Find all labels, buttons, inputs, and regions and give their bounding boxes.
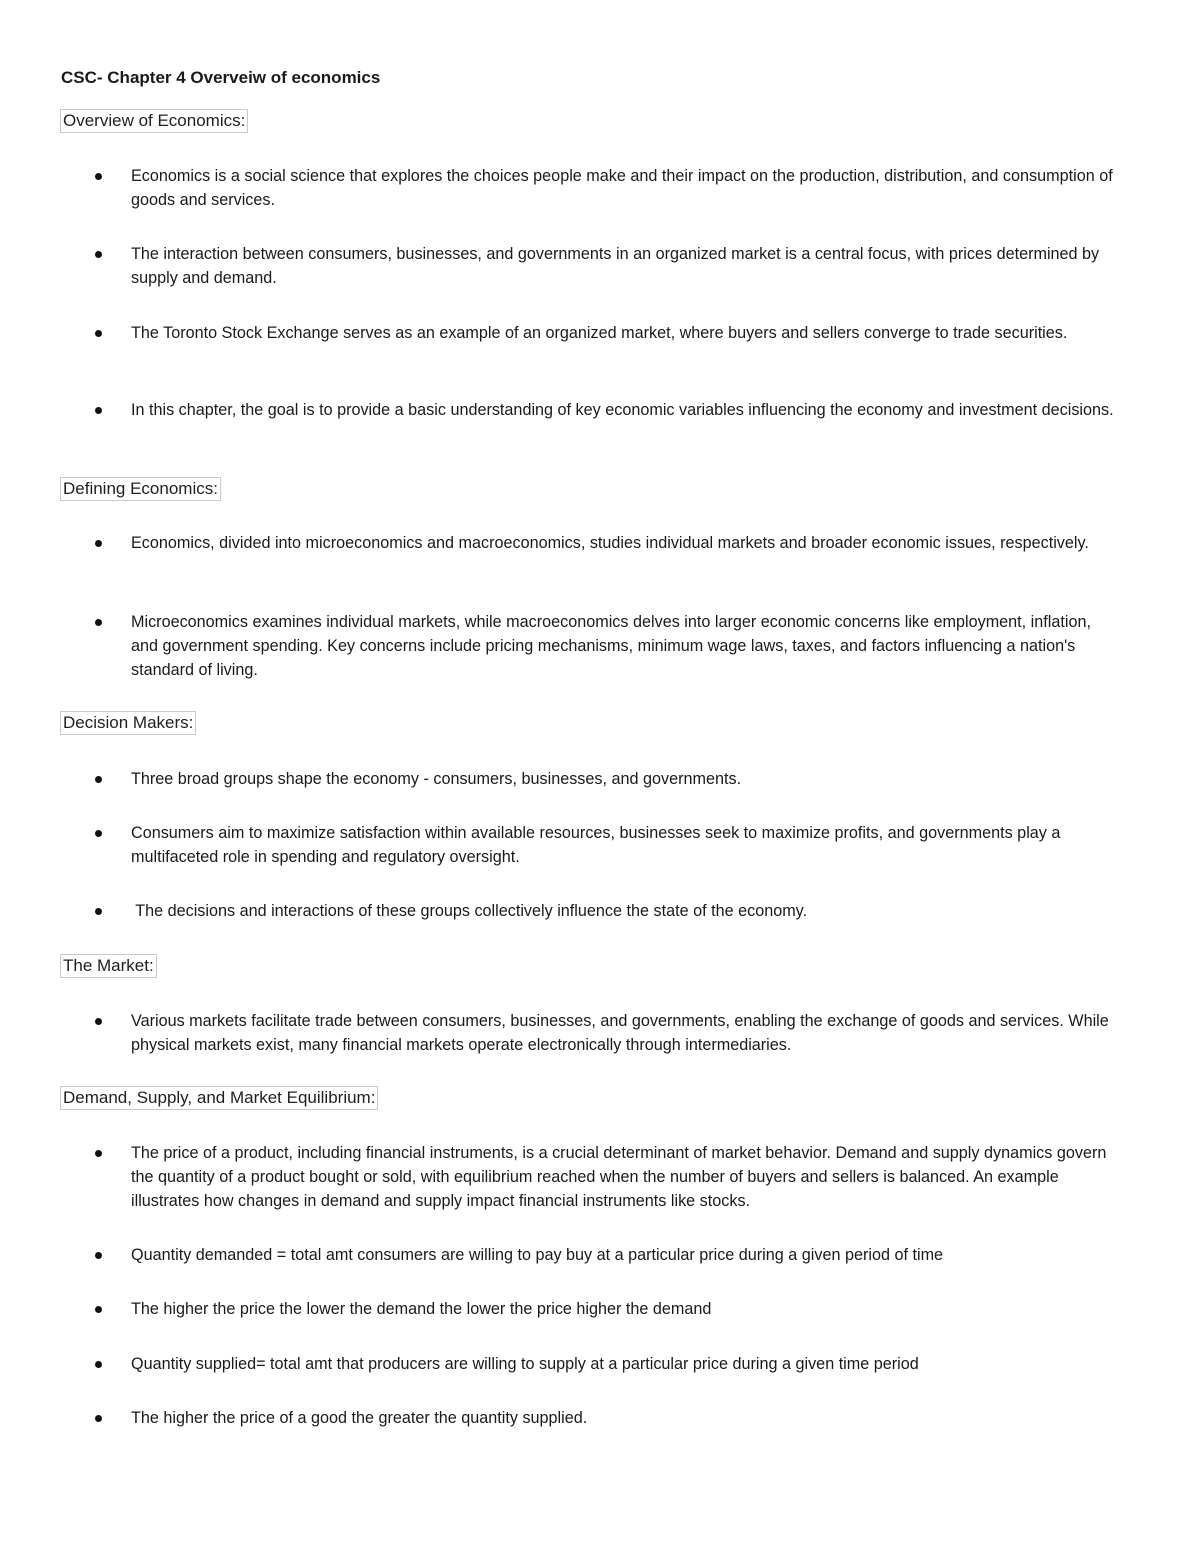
list-item-text: The higher the price of a good the greater the quantity supplied. [131,1409,588,1427]
list-item-text: Various markets facilitate trade between consumers, businesses, and governments, enabling the exchange of goods and services. While physical markets exist, many financial markets operate electronically through intermediaries. [131,1012,1109,1054]
list-item-text: The price of a product, including financial instruments, is a crucial determinant of market behavior. Demand and supply dynamics govern the quantity of a product bought or sold, with equilibrium reached when the number of buyers and sellers is balanced. An example illustrates how changes in demand and supply impact financial instruments like stocks. [131,1144,1107,1210]
list-item-text: Consumers aim to maximize satisfaction within available resources, businesses seek to maximize profits, and governments play a multifaceted role in spending and regulatory oversight. [131,824,1061,866]
list-item-text: The Toronto Stock Exchange serves as an example of an organized market, where buyers and sellers converge to trade securities. [131,324,1068,342]
section-heading-demand-supply: Demand, Supply, and Market Equilibrium: [60,1086,378,1110]
list-item-text: The decisions and interactions of these groups collectively influence the state of the economy. [131,902,808,920]
section-heading-market: The Market: [60,954,157,978]
bullet-icon [95,1150,102,1157]
section-heading-defining: Defining Economics: [60,477,221,501]
list-item-text: Microeconomics examines individual markets, while macroeconomics delves into larger economic concerns like employment, inflation, and government spending. Key concerns include pricing mechanisms, minimum wage laws, taxes, and factors influencing a nation's standard of living. [131,613,1091,679]
bullet-icon [95,830,102,837]
list-item-text: Three broad groups shape the economy - consumers, businesses, and governments. [131,770,742,788]
list-item-text: Economics is a social science that explores the choices people make and their impact on the production, distribution, and consumption of goods and services. [131,167,1113,209]
bullet-icon [95,173,102,180]
bullet-icon [95,908,102,915]
bullet-icon [95,407,102,414]
list-item-text: Quantity supplied= total amt that producers are willing to supply at a particular price during a given time period [131,1355,919,1373]
bullet-icon [95,1018,102,1025]
section-heading-overview: Overview of Economics: [60,109,248,133]
list-item-text: Quantity demanded = total amt consumers are willing to pay buy at a particular price during a given period of time [131,1246,944,1264]
bullet-icon [95,1361,102,1368]
list-item-text: The interaction between consumers, businesses, and governments in an organized market is a central focus, with prices determined by supply and demand. [131,245,1100,287]
document-title: CSC- Chapter 4 Overveiw of economics [61,68,381,87]
list-item-text: In this chapter, the goal is to provide a basic understanding of key economic variables influencing the economy and investment decisions. [131,401,1114,419]
bullet-icon [95,1306,102,1313]
bullet-icon [95,1252,102,1259]
section-heading-decision-makers: Decision Makers: [60,711,196,735]
bullet-icon [95,619,102,626]
bullet-icon [95,776,102,783]
bullet-icon [95,1415,102,1422]
bullet-icon [95,330,102,337]
list-item-text: The higher the price the lower the demand the lower the price higher the demand [131,1300,712,1318]
bullet-icon [95,540,102,547]
list-item-text: Economics, divided into microeconomics and macroeconomics, studies individual markets and broader economic issues, respectively. [131,534,1089,552]
bullet-icon [95,251,102,258]
